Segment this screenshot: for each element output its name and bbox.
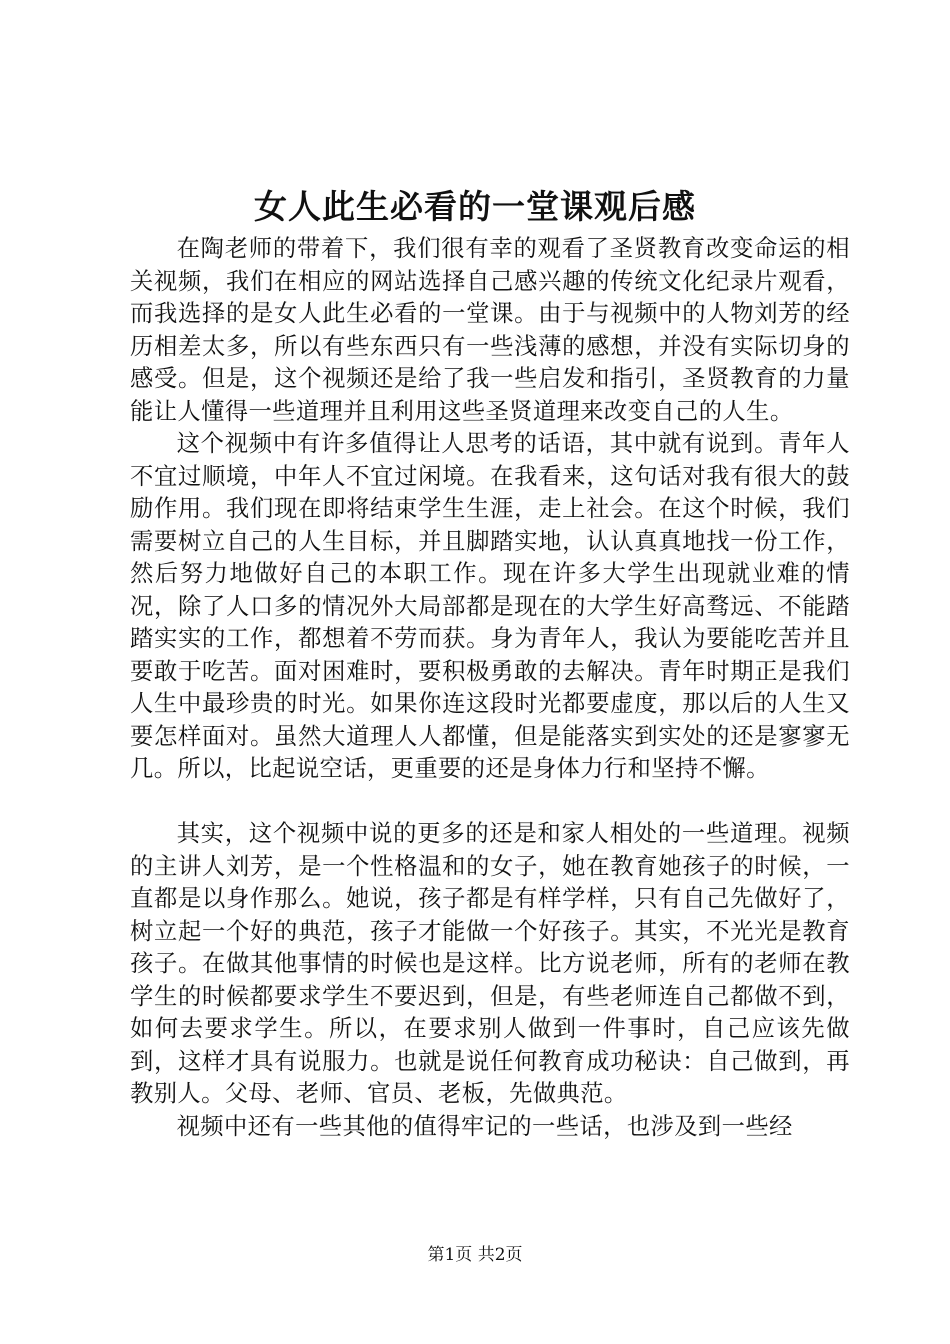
document-title: 女人此生必看的一堂课观后感 — [254, 187, 696, 226]
document-body — [130, 233, 850, 1143]
paragraph-1: 在陶老师的带着下，我们很有幸的观看了圣贤教育改变命运的相关视频，我们在相应的网站选择自己感兴趣的传统文化纪录片观看，而我选择的是女人此生必看的一堂课。由于与视频中的人物刘芳的经历相差太多，所以有些东西只有一些浅薄的感想，并没有实际切身的感受。但是，这个视频还是给了我一些启发和指引，圣贤教育的力量能让人懂得一些道理并且利用这些圣贤道理来改变自己的人生。 — [130, 235, 850, 425]
paragraph-2: 这个视频中有许多值得让人思考的话语，其中就有说到。青年人不宜过顺境，中年人不宜过闲境。在我看来，这句话对我有很大的鼓励作用。我们现在即将结束学生生涯，走上社会。在这个时候，我们需要树立自己的人生目标，并且脚踏实地，认认真真地找一份工作，然后努力地做好自己的本职工作。现在许多大学生出现就业难的情况，除了人口多的情况外大局部都是现在的大学生好高骛远、不能踏踏实实的工作，都想着不劳而获。身为青年人，我认为要能吃苦并且要敢于吃苦。面对困难时，要积极勇敢的去解决。青年时期正是我们人生中最珍贵的时光。如果你连这段时光都要虚度，那以后的人生又要怎样面对。虽然大道理人人都懂，但是能落实到实处的还是寥寥无几。所以，比起说空话，更重要的还是身体力行和坚持不懈。 — [130, 430, 850, 782]
paragraph-4: 视频中还有一些其他的值得牢记的一些话，也涉及到一些经 — [176, 1112, 793, 1140]
page-footer: 第1页 共2页 — [427, 1245, 523, 1265]
paragraph-3: 其实，这个视频中说的更多的还是和家人相处的一些道理。视频的主讲人刘芳，是一个性格温和的女子，她在教育她孩子的时候，一直都是以身作那么。她说，孩子都是有样学样，只有自己先做好了，树立起一个好的典范，孩子才能做一个好孩子。其实，不光光是教育孩子。在做其他事情的时候也是这样。比方说老师，所有的老师在教学生的时候都要求学生不要迟到，但是，有些老师连自己都做不到，如何去要求学生。所以，在要求别人做到一件事时，自己应该先做到，这样才具有说服力。也就是说任何教育成功秘诀：自己做到，再教别人。父母、老师、官员、老板，先做典范。 — [130, 820, 850, 1107]
